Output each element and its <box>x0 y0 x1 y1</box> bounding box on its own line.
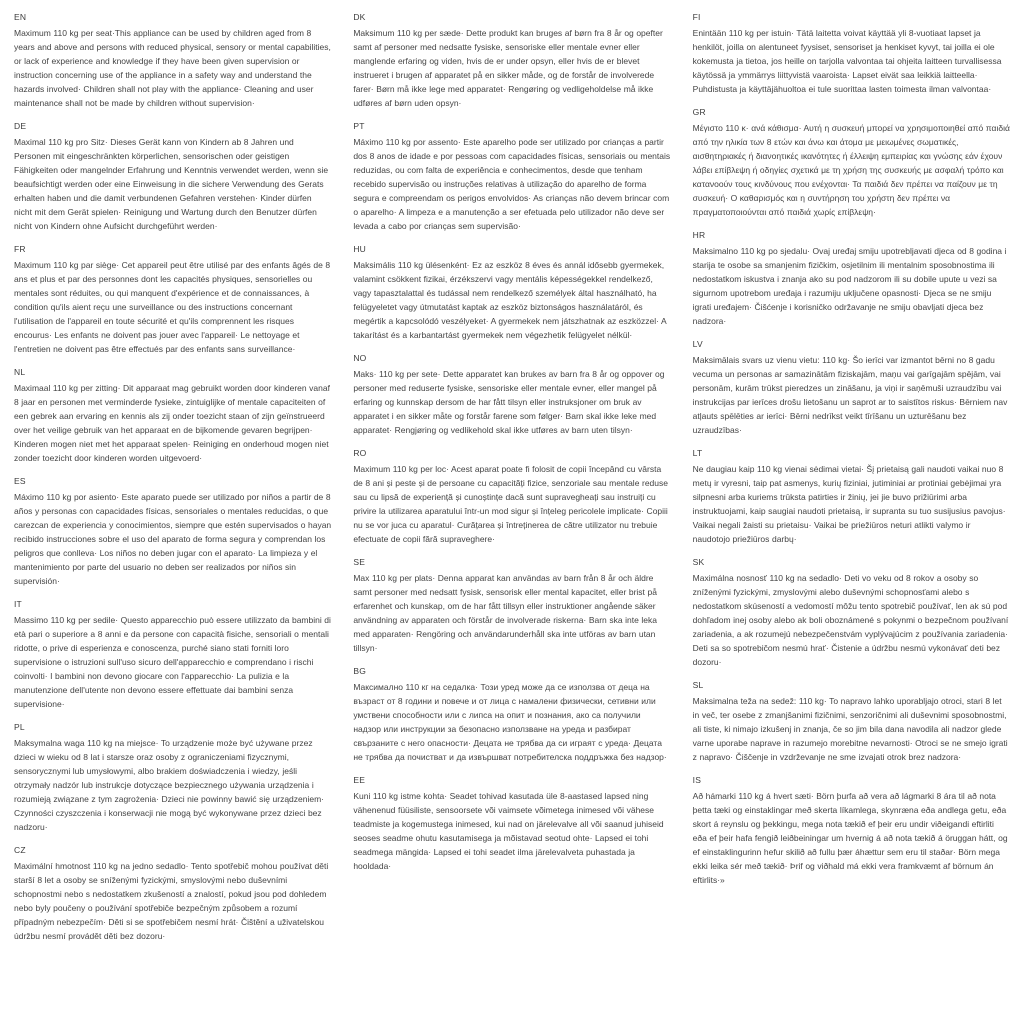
language-text-cz: Maximální hmotnost 110 kg na jedno sedadlo· Tento spotřebič mohou používat děti starší 8 let a osoby se sníženými fyzickými, smyslovými nebo duševními schopnostmi nebo s nedostatkem zkušeností a znalostí, pokud jsou pod dohledem nebo byly poučeny o používání spotřebiče bezpečným způsobem a rozumí případným nebezpečím· Děti si se spotřebičem nesmí hrát· Čištění a uživatelskou údržbu nesmí provádět děti bez dozoru· <box>14 861 329 941</box>
section-se <box>353 557 670 655</box>
section-dk <box>353 12 670 110</box>
section-nl <box>14 367 331 465</box>
section-ro <box>353 448 670 546</box>
language-text-pl: Maksymalna waga 110 kg na miejsce· To urządzenie może być używane przez dzieci w wieku od 8 lat i starsze oraz osoby z ograniczeniami fizycznymi, sensorycznymi lub umysłowymi, albo brakiem doświadczenia i wiedzy, jeśli otrzymały nadzór lub instrukcje dotyczące bezpiecznego używania urządzenia i rozumieją związane z tym zagrożenia· Dzieci nie powinny bawić się urządzeniem· Czynności czyszczenia i konserwacji nie mogą być wykonywane przez dzieci bez nadzoru· <box>14 738 325 832</box>
language-code-lt: LT <box>692 448 703 458</box>
section-it <box>14 599 331 711</box>
language-text-lv: Maksimālais svars uz vienu vietu: 110 kg· Šo ierīci var izmantot bērni no 8 gadu vecuma un personas ar samazinātām fiziskajām, maņu vai garīgajām spējām, vai personām, kurām trūkst pieredzes un zināšanu, ja viņi ir saņēmuši uzraudzību vai instrukcijas par ierīces drošu lietošanu un saprot ar to saistītos riskus· Bērniem nav atļauts spēlēties ar ierīci· Bērni nedrīkst veikt tīrīšanu un uzturēšanu bez uzraudzības· <box>692 355 1008 435</box>
language-text-hu: Maksimális 110 kg ülésenként· Ez az eszköz 8 éves és annál idősebb gyermekek, valamint csökkent fizikai, érzékszervi vagy mentális képességekkel rendelkező, vagy tapasztalattal és tudással nem rendelkező személyek által használható, ha felügyeletet vagy útmutatást kaptak az eszköz biztonságos használatáról, és megértik a kapcsolódó veszélyeket· A gyermekek nem játszhatnak az eszközzel· A takarítást és a karbantartást gyermekek nem végezhetik felügyelet nélkül· <box>353 260 667 340</box>
language-text-ro: Maximum 110 kg per loc· Acest aparat poate fi folosit de copii începând cu vârsta de 8 ani și peste și de persoane cu capacități fizice, senzoriale sau mentale reduse sau cu lipsă de experiență și cunoștințe dacă sunt supravegheați sau instruiți cu privire la utilizarea aparatului într-un mod sigur și înțeleg pericolele implicate· Copiii nu se vor juca cu aparatul· Curățarea și întreținerea de către utilizator nu trebuie efectuate de copii fără supraveghere· <box>353 464 668 544</box>
language-code-pt: PT <box>353 121 365 131</box>
language-code-fr: FR <box>14 244 26 254</box>
language-code-bg: BG <box>353 666 367 676</box>
language-text-pt: Máximo 110 kg por assento· Este aparelho pode ser utilizado por crianças a partir dos 8 anos de idade e por pessoas com capacidades físicas, sensoriais ou mentais reduzidas, ou com falta de experiência e conhecimentos, desde que tenham recebido supervisão ou instruções relativas à utilização do aparelho de forma segura e compreendam os perigos envolvidos· As crianças não devem brincar com o aparelho· A limpeza e a manutenção a ser efetuada pelo utilizador não deve ser levada a cabo por crianças sem supervisão· <box>353 137 671 231</box>
language-code-en: EN <box>14 12 27 22</box>
section-de <box>14 121 331 233</box>
language-text-fi: Enintään 110 kg per istuin· Tätä laitetta voivat käyttää yli 8-vuotiaat lapset ja henkilöt, joilla on alentuneet fyysiset, sensoriset ja henkiset kyvyt, tai joilla ei ole kokemusta ja tietoa, jos heille on tarjolla valvontaa tai ohjeita laitteen turvallisessa käytössä ja ymmärrys liittyvistä vaaroista· Lapset eivät saa leikkiä laitteella· Puhdistusta ja käyttäjähuoltoa ei tule suorittaa lasten toimesta ilman valvontaa· <box>692 28 1002 94</box>
section-is <box>693 775 1010 887</box>
column-3 <box>693 12 1010 1012</box>
language-text-en: Maximum 110 kg per seat·This appliance can be used by children aged from 8 years and above and persons with reduced physical, sensory or mental capabilities, or lack of experience and knowledge if they have been given supervision or instruction concerning use of the appliance in a safety way and understand the hazards involved· Children shall not play with the appliance· Cleaning and user maintenance shall not be made by children without supervision· <box>14 28 331 108</box>
language-code-se: SE <box>353 557 366 567</box>
section-sl <box>693 680 1010 764</box>
section-hu <box>353 244 670 342</box>
language-text-hr: Maksimalno 110 kg po sjedalu· Ovaj uređaj smiju upotrebljavati djeca od 8 godina i starija te osobe sa smanjenim fizičkim, osjetilnim ili mentalnim sposobnostima ili nedostatkom iskustva i znanja ako su pod nadzorom ili su dobile upute u vezi sa sigurnom upotrebom uređaja i razumiju uključene opasnosti· Djeca se ne smiju igrati uređajem· Čišćenje i korisničko održavanje ne smiju obavljati djeca bez nadzora· <box>692 246 1007 326</box>
section-en <box>14 12 331 110</box>
language-code-nl: NL <box>14 367 26 377</box>
language-text-fr: Maximum 110 kg par siège· Cet appareil peut être utilisé par des enfants âgés de 8 ans et plus et par des personnes dont les capacités physiques, sensorielles ou mentales sont réduites, ou qui manquent d'expérience et de connaissances, à condition qu'ils aient reçu une surveillance ou des instructions concernant l'utilisation de l'appareil en toute sécurité et qu'ils comprennent les risques encourus· Les enfants ne doivent pas jouer avec l'appareil· Le nettoyage et l'entretien ne doivent pas être effectués par des enfants sans surveillance· <box>14 260 331 354</box>
language-code-is: IS <box>692 775 702 785</box>
section-fi <box>693 12 1010 96</box>
section-sk <box>693 557 1010 669</box>
language-text-de: Maximal 110 kg pro Sitz· Dieses Gerät kann von Kindern ab 8 Jahren und Personen mit eingeschränkten körperlichen, sensorischen oder geistigen Fähigkeiten oder mangelnder Erfahrung und Kenntnis verwendet werden, wenn sie beaufsichtigt werden oder eine Einweisung in die sichere Verwendung des Gerats erhalten haben und die damit verbundenen Gefahren verstehen· Kinder dürfen nicht mit dem Gerät spielen· Reinigung und Wartung durch den Benutzer dürfen nicht von Kindern ohne Aufsicht durchgeführt werden· <box>14 137 329 231</box>
section-es <box>14 476 331 588</box>
language-code-dk: DK <box>353 12 366 22</box>
language-code-sl: SL <box>692 680 704 690</box>
language-code-it: IT <box>14 599 22 609</box>
language-text-it: Massimo 110 kg per sedile· Questo apparecchio può essere utilizzato da bambini di età pari o superiore a 8 anni e da persone con capacità fisiche, sensoriali o mentali ridotte, o prive di esperienza e conoscenza, purché siano stati forniti loro supervisione o istruzioni sull'uso sicuro dell'apparecchio e comprendano i rischi coinvolti· I bambini non devono giocare con l'apparecchio· La pulizia e la manutenzione dell'utente non devono essere effettuate dai bambini senza supervisione· <box>14 615 331 709</box>
language-code-cz: CZ <box>14 845 26 855</box>
section-pl <box>14 722 331 834</box>
language-text-gr: Μέγιστο 110 κ· ανά κάθισμα· Αυτή η συσκευή μπορεί να χρησιμοποιηθεί από παιδιά από την ηλικία των 8 ετών και άνω και άτομα με μειωμένες σωματικές, αισθητηριακές ή διανοητικές ικανότητες ή έλλειψη εμπειρίας και γνώσης εάν έχουν λάβει επίβλεψη ή οδηγίες σχετικά με τη χρήση της συσκευής με ασφαλή τρόπο και κατανοούν τους κινδύνους που ενέχονται· Τα παιδιά δεν πρέπει να παίζουν με τη συσκευή· Ο καθαρισμός και η συντήρηση του χρήστη δεν πρέπει να πραγματοποιούνται από παιδιά χωρίς επίβλεψη· <box>692 123 1010 217</box>
language-code-ro: RO <box>353 448 367 458</box>
section-bg <box>353 666 670 764</box>
section-no <box>353 353 670 437</box>
language-code-hr: HR <box>692 230 706 240</box>
language-code-gr: GR <box>692 107 706 117</box>
language-text-lt: Ne daugiau kaip 110 kg vienai sėdimai vietai· Šį prietaisą gali naudoti vaikai nuo 8 metų ir vyresni, taip pat asmenys, kurių fiziniai, jutiminiai ar protiniai gebėjimai yra silpnesni arba kuriems trūksta patirties ir žinių, jei jie buvo prižiūrimi arba instruktuojami, kaip saugiai naudoti prietaisą, ir supranta su tuo susijusius pavojus· Vaikai negali žaisti su prietaisu· Vaikai be priežiūros neturi atlikti valymo ir naudotojo priežiūros darbų· <box>692 464 1006 544</box>
section-hr <box>693 230 1010 328</box>
section-gr <box>693 107 1010 219</box>
language-text-sk: Maximálna nosnosť 110 kg na sedadlo· Deti vo veku od 8 rokov a osoby so zníženými fyzickými, zmyslovými alebo duševnými schopnosťami alebo s nedostatkom skúseností a vedomostí môžu tento spotrebič používať, len ak sú pod dohľadom inej osoby alebo ak boli oboznámené s pokynmi o bezpečnom používaní zariadenia, a ak rozumejú nebezpečenstvám vyplývajúcim z používania zariadenia· Deti sa so spotrebičom nesmú hrať· Čistenie a údržbu nesmú vykonávať deti bez dozoru· <box>692 573 1009 667</box>
language-text-is: Að hámarki 110 kg á hvert sæti· Börn þurfa að vera að lágmarki 8 ára til að nota þetta tæki og einstaklingar með skerta líkamlega, skynræna eða andlega getu, eða skort á reynslu og þekkingu, mega nota tækið ef þeir eru undir viðeigandi eftirliti eða ef þeir hafa fengið leiðbeiningar um hvernig á að nota tækið á öruggan hátt, og ef einstaklingurinn hefur skilið að fullu þær áhættur sem eru til staðar· Börn mega ekki leika sér með tækið· Þrif og viðhald má ekki vera framkvæmt af börnum án eftirlits·» <box>692 791 1008 885</box>
language-code-lv: LV <box>692 339 703 349</box>
section-pt <box>353 121 670 233</box>
language-code-es: ES <box>14 476 26 486</box>
section-cz <box>14 845 331 943</box>
language-code-pl: PL <box>14 722 25 732</box>
language-code-de: DE <box>14 121 27 131</box>
section-lt <box>693 448 1010 546</box>
section-ee <box>353 775 670 873</box>
column-2 <box>353 12 670 1012</box>
section-lv <box>693 339 1010 437</box>
language-code-hu: HU <box>353 244 367 254</box>
language-text-ee: Kuni 110 kg istme kohta· Seadet tohivad kasutada üle 8-aastased lapsed ning vähenenud füüsiliste, sensoorsete või vaimsete võimetega inimesed või vähese teadmiste ja kogemustega inimesed, kui nad on järelevalve all või saanud juhiseid seoses seadme ohutu kasutamisega ja mõistavad seotud ohte· Lapsed ei tohi seadmega mängida· Lapsed ei tohi seadet ilma järelevalveta puhastada ja hooldada· <box>353 791 664 871</box>
language-text-es: Máximo 110 kg por asiento· Este aparato puede ser utilizado por niños a partir de 8 años y personas con capacidades físicas, sensoriales o mentales reducidas, o que carezcan de experiencia y conocimientos, siempre que estén supervisados o hayan recibido instrucciones sobre el uso del aparato de forma segura y comprendan los peligros que conlleva· Los niños no deben jugar con el aparato· La limpieza y el mantenimiento por parte del usuario no deben ser realizados por niños sin supervisión· <box>14 492 332 586</box>
language-text-se: Max 110 kg per plats· Denna apparat kan användas av barn från 8 år och äldre samt personer med nedsatt fysisk, sensorisk eller mental kapacitet, eller brist på erfarenhet och kunskap, om de har fått tillsyn eller instruktioner angående säker användning av apparaten och förstår de involverade riskerna· Barn ska inte leka med apparaten· Rengöring och användarunderhåll ska inte utföras av barn utan tillsyn· <box>353 573 657 653</box>
language-text-dk: Maksimum 110 kg per sæde· Dette produkt kan bruges af børn fra 8 år og opefter samt af personer med nedsatte fysiske, sensoriske eller mentale evner eller manglende erfaring og viden, hvis de er under opsyn, eller hvis de er blevet instrueret i brugen af apparatet på en sikker måde, og de forstår de involverede farer· Børn må ikke lege med apparatet· Rengøring og vedligeholdelse må ikke udføres af børn uden opsyn· <box>353 28 663 108</box>
language-text-sl: Maksimalna teža na sedež: 110 kg· To napravo lahko uporabljajo otroci, stari 8 let in več, ter osebe z zmanjšanimi fizičnimi, senzoričnimi ali duševnimi sposobnostmi, ali tiste, ki nimajo izkušenj in znanja, če so jim bila dana navodila ali nadzor glede varne uporabe naprave in razumejo morebitne nevarnosti· Otroci se ne smejo igrati z napravo· Čiščenje in vzdrževanje ne sme izvajati otrok brez nadzora· <box>692 696 1008 762</box>
language-code-no: NO <box>353 353 367 363</box>
language-code-fi: FI <box>692 12 701 22</box>
language-text-no: Maks· 110 kg per sete· Dette apparatet kan brukes av barn fra 8 år og oppover og personer med reduserte fysiske, sensoriske eller mentale evner, eller mangel på erfaring og kunnskap dersom de har fått tilsyn eller instruksjoner om bruk av apparatet i en sikker måte og forstår farene som følger· Barn skal ikke leke med apparatet· Rengjøring og vedlikehold skal ikke utføres av barn uten tilsyn· <box>353 369 665 435</box>
language-code-ee: EE <box>353 775 366 785</box>
language-text-bg: Максимално 110 кг на седалка· Този уред може да се използва от деца на възраст от 8 години и повече и от лица с намалени физически, сетивни или умствени способности или с липса на опит и познания, ако са получили надзор или инструкции за безопасно използване на уреда и разбират свързаните с него опасности· Децата не трябва да си играят с уреда· Децата не трябва да почистват и да извършват потребителска поддръжка без надзор· <box>353 682 667 762</box>
language-code-sk: SK <box>692 557 705 567</box>
column-1 <box>14 12 331 1012</box>
language-text-nl: Maximaal 110 kg per zitting· Dit apparaat mag gebruikt worden door kinderen vanaf 8 jaar en personen met verminderde fysieke, zintuiglijke of mentale capaciteiten of een gebrek aan ervaring en kennis als zij onder toezicht staan of zijn geïnstrueerd over het veilige gebruik van het apparaat en de bijkomende gevaren begrijpen· Kinderen mogen niet met het apparaat spelen· Reiniging en onderhoud mogen niet zonder toezicht door kinderen worden uitgevoerd· <box>14 383 330 463</box>
section-fr <box>14 244 331 356</box>
